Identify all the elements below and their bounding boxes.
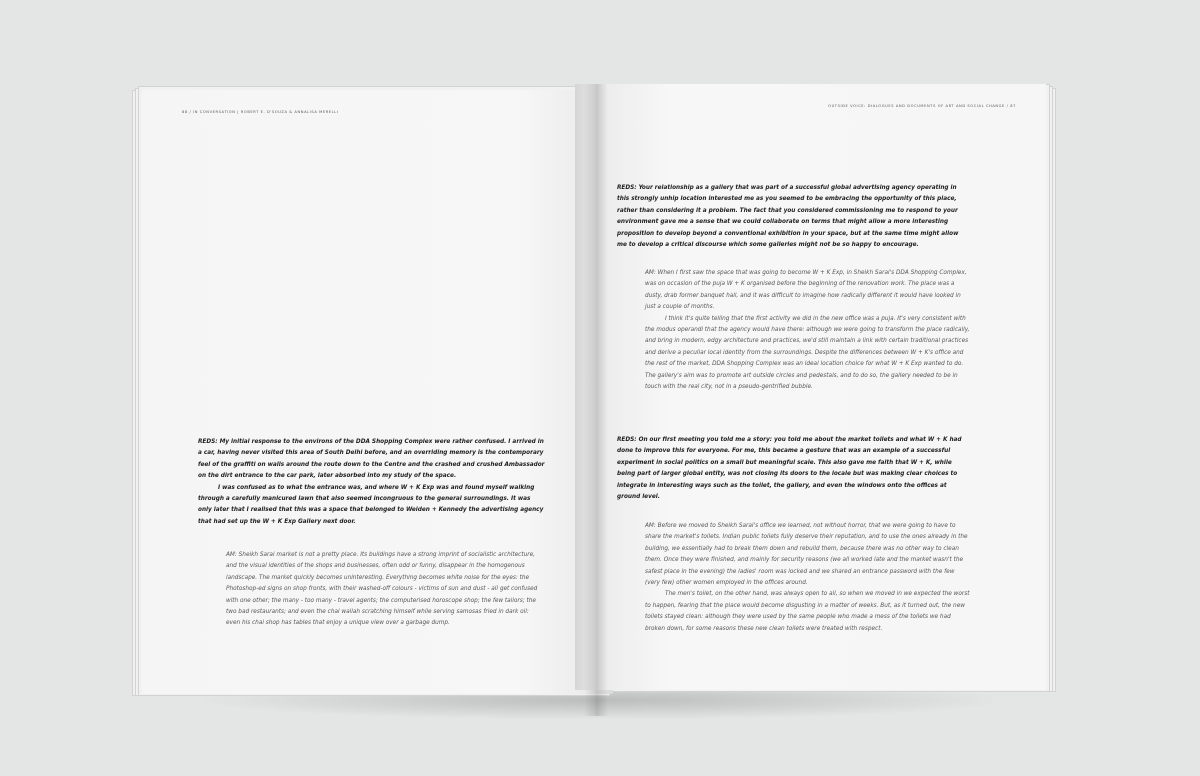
right-reds-text-1: [617, 182, 967, 250]
am-paragraph: AM: Before we moved to Sheikh Sarai's office we learned, not without horror, that we were going to have to share the market's toilets. Indian public toilets fully deserve their reputation, and to use the ones already in the building, we essentially had to break them down and rebuild them, because there was no other way to clean them. Once they were finished, and mainly for security reasons (we all worked late and the market wasn't the safest place in the evening) the ladies' room was locked and we shared an entrance password with the few (very few) other women employed in the offices around.: [645, 521, 968, 587]
am-paragraph: The men's toilet, on the other hand, was always open to all, so when we moved in we expected the worst to happen, fearing that the place would become disgusting in a matter of weeks. But, as it turned out, the new toilets stayed clean: although they were used by the same people who made a mess of the toilets we had broken down, for some reasons these new clean toilets were treated with respect.: [645, 589, 970, 632]
reds-paragraph: REDS: Your relationship as a gallery that was part of a successful global advertising agency operating in this strongly unhip location interested me as you seemed to be embracing the opportunity of this place, rather than considering it a problem. The fact that you considered commissioning me to respond to your environment gave me a sense that we could collaborate on terms that might allow a more interesting proposition to develop beyond a conventional exhibition in your space, but at the same time might allow me to develop a critical discourse which some galleries might not be so happy to encourage.: [617, 183, 959, 249]
book-gutter: [584, 84, 608, 716]
left-page: [142, 90, 613, 694]
right-am-text-1: [645, 267, 971, 392]
left-reds-text: [198, 436, 546, 527]
right-page: [575, 84, 1046, 690]
right-running-head: OUTSIDE VOICE: DIALOGUES AND DOCUMENTS OF ART AND SOCIAL CHANGE / 87: [828, 104, 1016, 108]
right-am-text-2: [645, 520, 971, 634]
reds-paragraph: I was confused as to what the entrance was, and where W + K Exp was and found myself walking through a carefully manicured lawn that also seemed incongruous to the general surroundings. It was only later that I realised that this was a space that belonged to Weiden + Kennedy the advertising agency that had set up the W + K Exp Gallery next door.: [198, 482, 544, 525]
left-am-text: [226, 549, 544, 629]
reds-paragraph: REDS: My initial response to the environs of the DDA Shopping Complex were rather confused. I arrived in a car, having never visited this area of South Delhi before, and an overriding memory is the contemporary feel of the graffiti on walls around the route down to the Centre and the crashed and crushed Ambassador on the dirt entrance to the car park, later absorbed into my study of the space.: [198, 437, 545, 480]
am-paragraph: I think it's quite telling that the first activity we did in the new office was a puja. It's very consistent with the modus operandi that the agency would have there: although we were going to transform the place radically, and bring in modern, edgy architecture and practices, we'd still maintain a link with certain traditional practices and derive a peculiar local identity from the surroundings. Despite the differences between W + K's office and the rest of the market, DDA Shopping Complex was an ideal location choice for what W + K Exp wanted to do. The gallery's aim was to promote art outside circles and pedestals, and to do so, the gallery needed to be in touch with the real city, not in a pseudo-gentrified bubble.: [645, 313, 970, 391]
am-paragraph: AM: Sheikh Sarai market is not a pretty place. Its buildings have a strong imprint of socialistic architecture, and the visual identities of the shops and businesses, often odd or funny, disappear in the homogenous landscape. The market quickly becomes uninteresting. Everything becomes white noise for the eyes: the Photoshop-ed signs on shop fronts, with their washed-off colours - victims of sun and dust - all get confused with one other; the many - too many - travel agents; the computerised horoscope shop; the few tailors; the two bad restaurants; and even the chai wallah scratching himself while serving samosas fried in dark oil: even his chai shop has tables that enjoy a unique view over a garbage dump.: [226, 550, 538, 627]
left-running-head: 88 / IN CONVERSATION | ROBERT E. D'SOUZA & ANNALISA MERELLI: [182, 110, 339, 114]
open-book: [132, 84, 1056, 716]
reds-paragraph: REDS: On our first meeting you told me a story: you told me about the market toilets and what W + K had done to improve this for everyone. For me, this became a gesture that was an example of a successful experiment in social politics on a small but meaningful scale. This also gave me faith that W + K, while being part of larger global entity, was not closing its doors to the locale but was making clear choices to integrate in interesting ways such as the toilet, the gallery, and even the windows onto the offices at ground level.: [617, 435, 962, 501]
right-reds-text-2: [617, 434, 967, 502]
am-paragraph: AM: When I first saw the space that was going to become W + K Exp, in Sheikh Sarai's DDA Shopping Complex, was on occasion of the puja W + K organised before the beginning of the renovation work. The place was a dusty, drab former banquet hall, and it was difficult to imagine how radically different it would have looked in just a couple of months.: [645, 268, 967, 311]
